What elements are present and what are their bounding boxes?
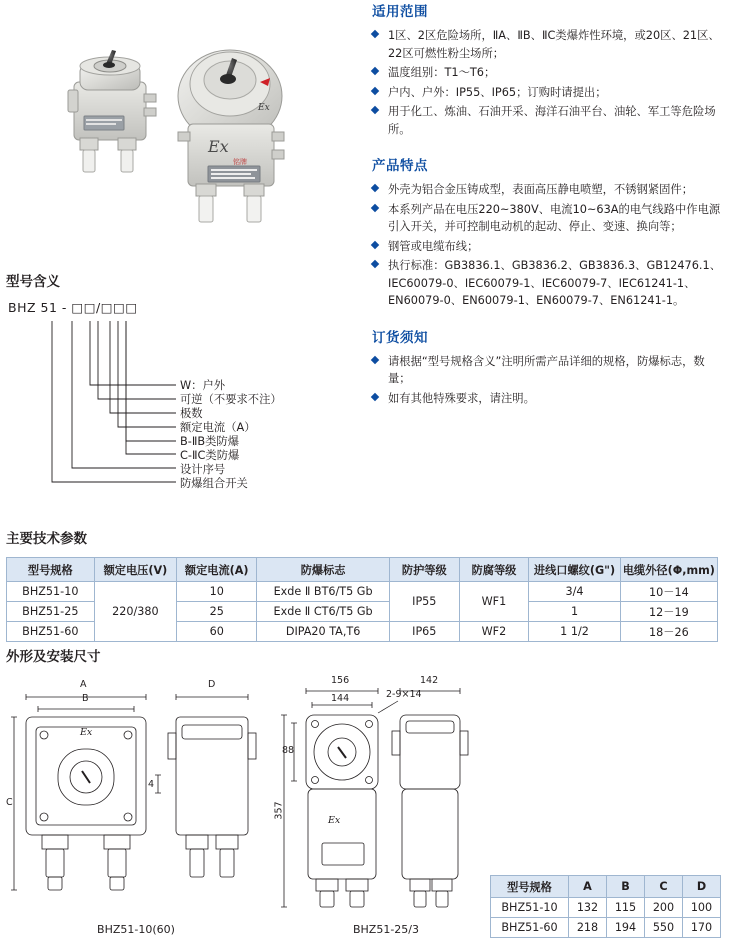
th-dim-A: A — [569, 876, 607, 898]
list-item-text: 请根据“型号规格含义”注明所需产品详细的规格，防爆标志，数量； — [388, 354, 705, 385]
list-item — [372, 64, 724, 82]
photo-left-unit — [68, 50, 156, 172]
cell-dim-b: 115 — [607, 898, 645, 918]
cell-corrosion: WF1 — [459, 582, 529, 622]
list-item-text: 外壳为铝合金压铸成型，表面高压静电喷塑，不锈钢紧固件； — [388, 183, 694, 196]
list-item-text: 用于化工、炼油、石油开采、海洋石油平台、油轮、军工等危险场所。 — [388, 105, 716, 136]
list-item-text: 如有其他特殊要求，请注明。 — [388, 391, 535, 405]
model-code-slash: / — [96, 300, 101, 315]
legend-label-5: C-ⅡC类防爆 — [180, 449, 240, 462]
tech-params-section — [6, 527, 722, 642]
dimension-drawings-svg — [6, 675, 486, 940]
cell-ip2: IP65 — [389, 622, 459, 642]
svg-text:铭牌: 铭牌 — [233, 158, 247, 166]
photo-right-unit — [178, 50, 284, 222]
diamond-bullet-icon — [371, 106, 379, 114]
list-item — [372, 103, 724, 138]
th-dim-D: D — [683, 876, 721, 898]
cell-ip: IP55 — [389, 582, 459, 622]
legend-label-4: B-ⅡB类防爆 — [180, 435, 240, 448]
dim-label-88: 88 — [282, 745, 295, 756]
dim-label-C: C — [6, 797, 13, 808]
cell-exmark: Exde Ⅱ BT6/T5 Gb — [257, 582, 390, 602]
th-ip: 防护等级 — [389, 558, 459, 582]
dim-label-hole: 2-9×14 — [386, 689, 422, 700]
cell-dim-a: 218 — [569, 918, 607, 938]
list-item — [372, 238, 724, 256]
th-voltage: 额定电压(V) — [94, 558, 177, 582]
legend-label-2: 极数 — [180, 407, 203, 420]
cell-exmark: Exde Ⅱ CT6/T5 Gb — [257, 602, 390, 622]
cell-thread: 1 1/2 — [529, 622, 620, 642]
th-exmark: 防爆标志 — [257, 558, 390, 582]
list-item-text: 钢管或电缆布线； — [388, 239, 479, 253]
legend-label-7: 防爆组合开关 — [180, 477, 248, 490]
th-cable: 电缆外径(Φ,mm) — [620, 558, 717, 582]
th-dim-model: 型号规格 — [491, 876, 569, 898]
product-photos-svg — [8, 24, 348, 244]
model-code-row — [8, 300, 358, 315]
cell-current: 25 — [177, 602, 257, 622]
cell-model: BHZ51-60 — [7, 622, 95, 642]
model-legend — [6, 319, 358, 494]
dim-label-D: D — [208, 679, 216, 690]
diamond-bullet-icon — [371, 260, 379, 268]
dimension-drawing-area — [6, 675, 722, 945]
scope-list — [372, 27, 724, 138]
diamond-bullet-icon — [371, 184, 379, 192]
th-dim-C: C — [645, 876, 683, 898]
cell-dim-a: 132 — [569, 898, 607, 918]
table-row — [491, 918, 721, 938]
model-code-box2: □□□ — [100, 300, 138, 315]
diamond-bullet-icon — [371, 392, 379, 400]
legend-label-1: 可逆（不要求不注） — [180, 393, 282, 406]
right-text-column — [372, 0, 724, 423]
model-code-box1: □□ — [71, 300, 97, 315]
section-title-model: 型号含义 — [6, 274, 60, 290]
diamond-bullet-icon — [371, 203, 379, 211]
model-meaning-section — [6, 270, 358, 494]
model-code-prefix: BHZ 51 - — [8, 300, 67, 315]
list-item — [372, 353, 724, 388]
features-list — [372, 181, 724, 310]
cell-voltage: 220/380 — [94, 582, 177, 642]
cell-corrosion2: WF2 — [459, 622, 529, 642]
cell-model: BHZ51-25 — [7, 602, 95, 622]
section-title-dimensions: 外形及安装尺寸 — [6, 649, 101, 665]
dim-label-156: 156 — [331, 675, 350, 686]
dim-label-A: A — [80, 679, 87, 690]
caption-right: BHZ51-25/3 — [352, 923, 420, 936]
legend-label-0: W：户外 — [180, 379, 226, 392]
cell-exmark: DIPA20 TA,T6 — [257, 622, 390, 642]
dim-label-357: 357 — [273, 801, 285, 820]
diamond-bullet-icon — [371, 355, 379, 363]
list-item-text: 户内、户外：IP55、IP65；订购时请提出； — [388, 85, 607, 99]
dim-label-144: 144 — [331, 693, 350, 704]
list-item — [372, 201, 724, 236]
caption-left: BHZ51-10(60) — [97, 923, 175, 936]
svg-text:Ex: Ex — [258, 103, 270, 113]
diamond-bullet-icon — [371, 30, 379, 38]
dim-label-ex-right: Ex — [328, 815, 341, 826]
list-item-text: 1区、2区危险场所，ⅡA、ⅡB、ⅡC类爆炸性环境，或20区、21区、22区可燃性粉尘场所； — [388, 29, 720, 60]
list-item — [372, 390, 724, 408]
tech-table — [6, 557, 718, 642]
table-header-row — [7, 558, 718, 582]
cell-dim-c: 200 — [645, 898, 683, 918]
cell-current: 10 — [177, 582, 257, 602]
section-title-tech: 主要技术参数 — [6, 531, 87, 547]
list-item-text: 温度组别：T1～T6； — [388, 66, 496, 79]
list-item — [372, 27, 724, 62]
cell-dim-c: 550 — [645, 918, 683, 938]
legend-label-6: 设计序号 — [180, 463, 226, 476]
dim-label-142: 142 — [420, 675, 439, 686]
diamond-bullet-icon — [371, 240, 379, 248]
dim-label-4: 4 — [148, 779, 155, 790]
cell-thread: 1 — [529, 602, 620, 622]
diamond-bullet-icon — [371, 67, 379, 75]
table-row — [7, 582, 718, 602]
cell-dim-d: 170 — [683, 918, 721, 938]
list-item — [372, 257, 724, 310]
th-model: 型号规格 — [7, 558, 95, 582]
cell-cable: 12－19 — [620, 602, 717, 622]
cell-thread: 3/4 — [529, 582, 620, 602]
cell-dim-d: 100 — [683, 898, 721, 918]
dim-label-B: B — [82, 693, 89, 704]
diamond-bullet-icon — [371, 86, 379, 94]
cell-model: BHZ51-10 — [7, 582, 95, 602]
th-current: 额定电流(A) — [177, 558, 257, 582]
cell-dim-model: BHZ51-10 — [491, 898, 569, 918]
cell-cable: 18－26 — [620, 622, 717, 642]
list-item — [372, 84, 724, 102]
table-header-row — [491, 876, 721, 898]
th-thread: 进线口螺纹(G") — [529, 558, 620, 582]
cell-current: 60 — [177, 622, 257, 642]
ordering-list — [372, 353, 724, 408]
list-item — [372, 181, 724, 199]
list-item-text: 本系列产品在电压220~380V、电流10~63A的电气线路中作电源引入开关，并可控制电动机的起动、停止、变速、换向等； — [388, 202, 721, 233]
section-title-features: 产品特点 — [372, 158, 428, 174]
dimension-table — [490, 875, 721, 938]
product-photo-area — [8, 24, 348, 244]
dimensions-section — [6, 645, 722, 945]
th-corrosion: 防腐等级 — [459, 558, 529, 582]
cell-dim-model: BHZ51-60 — [491, 918, 569, 938]
table-row — [491, 898, 721, 918]
legend-label-3: 额定电流（A） — [180, 421, 256, 434]
section-title-scope: 适用范围 — [372, 4, 428, 20]
section-title-ordering: 订货须知 — [372, 329, 428, 346]
list-item-text: 执行标准：GB3836.1、GB3836.2、GB3836.3、GB12476.1、IEC60079-0、IEC60079-1、IEC60079-7、IEC61241-1、EN60079-0、EN60079-1、EN60079-7、EN61241-1。 — [388, 259, 721, 307]
svg-text:Ex: Ex — [208, 137, 229, 156]
dim-label-ex-left: Ex — [80, 727, 93, 738]
th-dim-B: B — [607, 876, 645, 898]
cell-dim-b: 194 — [607, 918, 645, 938]
cell-cable: 10－14 — [620, 582, 717, 602]
